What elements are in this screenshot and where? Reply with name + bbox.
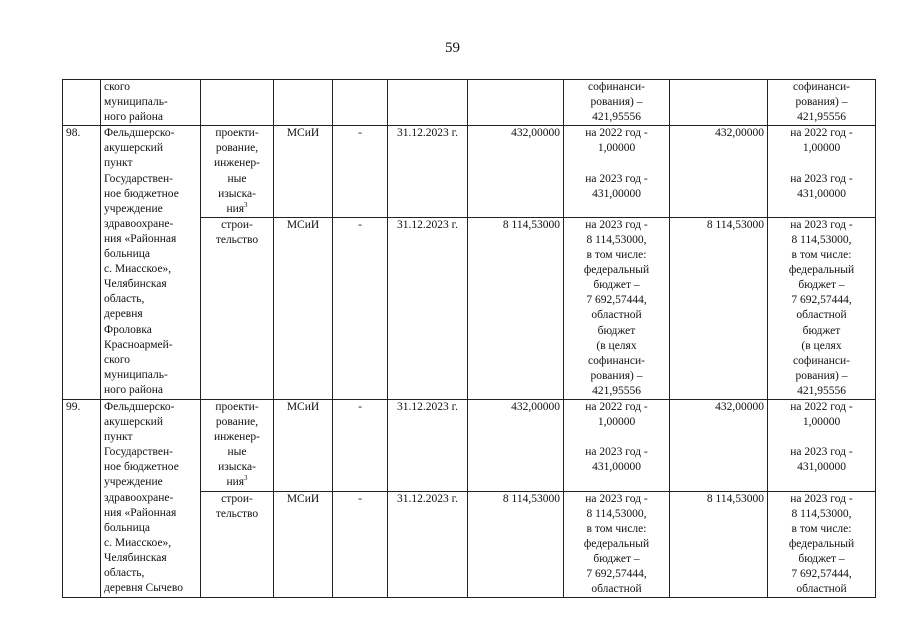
work-type: проекти- рование, инженер- ные изыска- ния$^3$ (201, 126, 274, 218)
footnote-marker: 3 (244, 474, 248, 483)
work-type: проекти- рование, инженер- ные изыска- ния$^3$ (201, 399, 274, 491)
cont-amount-cell (468, 80, 564, 126)
cont-amount2-cell (670, 80, 768, 126)
projects-table (62, 79, 876, 598)
cont-dash-cell (333, 80, 388, 126)
dash-cell: - (333, 217, 388, 399)
deadline-date: 31.12.2023 г. (388, 126, 468, 218)
cont-num-cell (63, 80, 101, 126)
cont-schedule2-cell: софинанси- рования) – 421,95556 (768, 80, 876, 126)
deadline-date: 31.12.2023 г. (388, 491, 468, 598)
cont-date-cell (388, 80, 468, 126)
footnote-marker: 3 (244, 200, 248, 209)
row-number: 98. (63, 126, 101, 400)
funding-schedule: на 2023 год - 8 114,53000, в том числе: федеральный бюджет – 7 692,57444, областной бюджет (в целях софинанси- рования) – 421,95556 (564, 217, 670, 399)
deadline-date: 31.12.2023 г. (388, 399, 468, 491)
dash-cell: - (333, 399, 388, 491)
amount: 8 114,53000 (468, 491, 564, 598)
continuation-row (63, 80, 876, 126)
amount: 432,00000 (468, 126, 564, 218)
funding-schedule-2: на 2022 год - 1,00000 на 2023 год - 431,00000 (768, 126, 876, 218)
cont-name-cell: ского муниципаль- ного района (101, 80, 201, 126)
table-row (63, 126, 876, 218)
amount: 8 114,53000 (468, 217, 564, 399)
page-number: 59 (445, 40, 460, 56)
work-type: строи- тельство (201, 491, 274, 598)
dash-cell: - (333, 126, 388, 218)
cont-org-cell (274, 80, 333, 126)
organization: МСиИ (274, 217, 333, 399)
organization: МСиИ (274, 126, 333, 218)
funding-schedule: на 2023 год - 8 114,53000, в том числе: федеральный бюджет – 7 692,57444, областной (564, 491, 670, 598)
cont-type-cell (201, 80, 274, 126)
cont-schedule-cell: софинанси- рования) – 421,95556 (564, 80, 670, 126)
object-name: Фельдшерско- акушерский пункт Государствен- ное бюджетное учреждение здравоохране- ния «Районная больница с. Миасское», Челябинская область, деревня Сычево (101, 399, 201, 597)
amount: 432,00000 (468, 399, 564, 491)
organization: МСиИ (274, 491, 333, 598)
funding-schedule: на 2022 год - 1,00000 на 2023 год - 431,00000 (564, 126, 670, 218)
table-row (63, 399, 876, 491)
deadline-date: 31.12.2023 г. (388, 217, 468, 399)
row-number: 99. (63, 399, 101, 597)
amount-2: 432,00000 (670, 126, 768, 218)
funding-schedule-2: на 2022 год - 1,00000 на 2023 год - 431,00000 (768, 399, 876, 491)
amount-2: 8 114,53000 (670, 217, 768, 399)
funding-schedule-2: на 2023 год - 8 114,53000, в том числе: федеральный бюджет – 7 692,57444, областной бюджет (в целях софинанси- рования) – 421,95556 (768, 217, 876, 399)
organization: МСиИ (274, 399, 333, 491)
object-name: Фельдшерско- акушерский пункт Государствен- ное бюджетное учреждение здравоохране- ния «Районная больница с. Миасское», Челябинская область, деревня Фроловка Красноармей- ского муниципаль- ного района (101, 126, 201, 400)
work-type: строи- тельство (201, 217, 274, 399)
dash-cell: - (333, 491, 388, 598)
amount-2: 432,00000 (670, 399, 768, 491)
amount-2: 8 114,53000 (670, 491, 768, 598)
funding-schedule: на 2022 год - 1,00000 на 2023 год - 431,00000 (564, 399, 670, 491)
funding-schedule-2: на 2023 год - 8 114,53000, в том числе: федеральный бюджет – 7 692,57444, областной (768, 491, 876, 598)
